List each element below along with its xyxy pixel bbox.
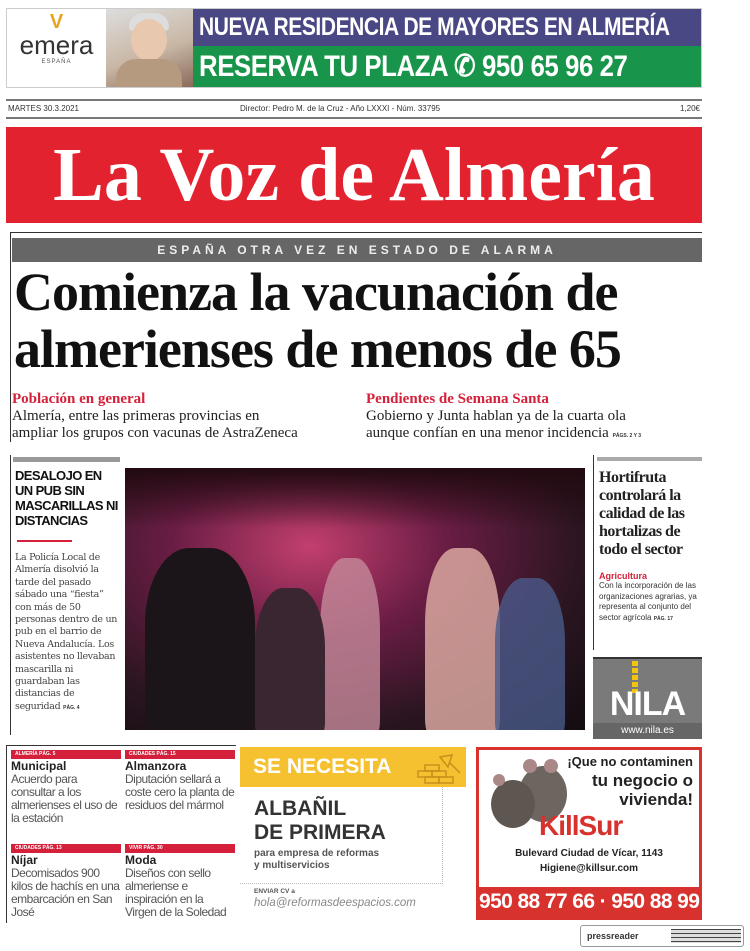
nila-logo: NILA <box>609 685 686 723</box>
brief-label: CIUDADES PÁG. 13 <box>11 844 121 853</box>
phone-icon: ✆ <box>454 50 476 83</box>
pub-party-photo <box>125 468 585 730</box>
emera-sub: ESPAÑA <box>41 59 72 65</box>
brief-text: Decomisados 900 kilos de hachís en una embarcación en San José <box>11 866 120 919</box>
brief-title: Níjar <box>11 853 38 867</box>
pub-body: La Policía Local de Almería disolvió la tarde del pasado sábado una “fiesta” con más de 50 personas dentro de un pub en el barrio de Nueva Andalucía. Los asistentes no llevaban mascarilla ni guardaban las distancias de seguridad <box>15 552 118 712</box>
sub-text: aunque confían en una menor incidencia <box>366 425 609 441</box>
headline-line-1: Comienza la vacunación de <box>14 262 618 322</box>
albanil-email[interactable]: hola@reformasdeespacios.com <box>254 897 416 909</box>
brief-title: Municipal <box>11 759 67 773</box>
brief-text: Acuerdo para consultar a los almerienses el uso de la estación <box>11 772 118 825</box>
ad-phone: 950 65 96 27 <box>481 50 628 83</box>
sub-text: Gobierno y Junta hablan ya de la cuarta ola <box>366 408 626 424</box>
lead-sub-1[interactable] <box>12 390 357 442</box>
sub-text: Almería, entre las primeras provincias en <box>12 408 260 424</box>
albanil-title: ALBAÑIL DE PRIMERA <box>254 797 386 844</box>
pub-story[interactable] <box>10 455 120 735</box>
brief-label: VIVIR PÁG. 30 <box>125 844 235 853</box>
hortifruta-story[interactable] <box>593 455 702 650</box>
hortifruta-kicker: Agricultura <box>599 571 648 581</box>
brief-text: Diseños con sello almeriense e inspiración en la Virgen de la Soledad <box>125 866 227 919</box>
brief-item[interactable] <box>11 844 121 919</box>
nila-url: www.nila.es <box>593 723 702 739</box>
brief-label: ALMERÍA PÁG. 5 <box>11 750 121 759</box>
price: 1,20€ <box>679 104 700 113</box>
ad-line-1 <box>193 9 701 46</box>
ad-line-1-text: NUEVA RESIDENCIA DE MAYORES EN ALMERÍA <box>199 13 670 41</box>
page-ref: PÁG. 4 <box>63 704 80 711</box>
brief-item[interactable] <box>125 750 235 812</box>
brief-item[interactable] <box>11 750 121 825</box>
page-ref: PÁGS. 2 Y 3 <box>612 433 642 439</box>
killsur-phones: 950 88 77 66 · 950 88 99 00 <box>479 887 699 917</box>
sub-text: ampliar los grupos con vacunas de AstraZeneca <box>12 425 298 441</box>
albanil-cv: ENVIAR CV a <box>254 888 295 895</box>
bricks-trowel-icon <box>416 753 464 785</box>
brief-label: CIUDADES PÁG. 15 <box>125 750 235 759</box>
lead-kicker: ESPAÑA OTRA VEZ EN ESTADO DE ALARMA <box>12 238 702 262</box>
date: MARTES 30.3.2021 <box>8 104 80 113</box>
briefs <box>6 745 236 923</box>
pressreader-logo: pressreader <box>587 931 639 941</box>
sub-kicker: Pendientes de Semana Santa <box>366 391 549 407</box>
albanil-sub: para empresa de reformas y multiservicios <box>254 848 380 871</box>
hortifruta-body: Con la incorporación de las organizaciones agrarias, ya representa al conjunto del sector agrícola <box>599 581 697 622</box>
dateline <box>6 99 702 119</box>
pressreader-fineprint <box>671 929 741 943</box>
ad-photo-elderly-woman <box>106 9 193 87</box>
killsur-ad[interactable] <box>476 747 727 920</box>
brief-title: Almanzora <box>125 759 187 773</box>
brief-title: Moda <box>125 853 157 867</box>
sub-kicker: Población en general <box>12 391 146 407</box>
killsur-logo: KillSur <box>539 810 623 841</box>
lead-sub-2[interactable] <box>366 390 711 445</box>
emera-logo: V emera ESPAÑA <box>7 9 106 87</box>
ad-reserve: RESERVA TU PLAZA <box>199 50 448 83</box>
masthead: La Voz de Almería <box>6 127 702 223</box>
emera-brand: emera <box>19 30 94 60</box>
edition-info: Director: Pedro M. de la Cruz - Año LXXXI - Núm. 33795 <box>240 104 441 113</box>
hortifruta-headline: Hortifruta controlará la calidad de las hortalizas de todo el sector <box>599 469 685 558</box>
killsur-contact: Bulevard Ciudad de Vícar, 1143 Higiene@killsur.com <box>515 848 663 874</box>
albanil-top: SE NECESITA <box>240 747 466 787</box>
brief-item[interactable] <box>125 844 235 919</box>
ad-line-2 <box>193 46 701 87</box>
ad-banner-emera[interactable] <box>6 8 702 88</box>
lead-headline[interactable] <box>14 264 704 378</box>
page-ref: PÁG. 17 <box>653 615 673 622</box>
killsur-headline: ¡Que no contaminen tu negocio o vivienda! <box>567 754 693 809</box>
pressreader-badge[interactable] <box>580 925 744 947</box>
pub-headline: DESALOJO EN UN PUB SIN MASCARILLAS NI DISTANCIAS <box>15 468 118 528</box>
headline-line-2: almerienses de menos de 65 <box>14 319 621 379</box>
brief-text: Diputación sellará a coste cero la planta de residuos del mármol <box>125 772 235 812</box>
albanil-ad[interactable] <box>240 747 466 917</box>
nila-ad[interactable] <box>593 657 702 739</box>
